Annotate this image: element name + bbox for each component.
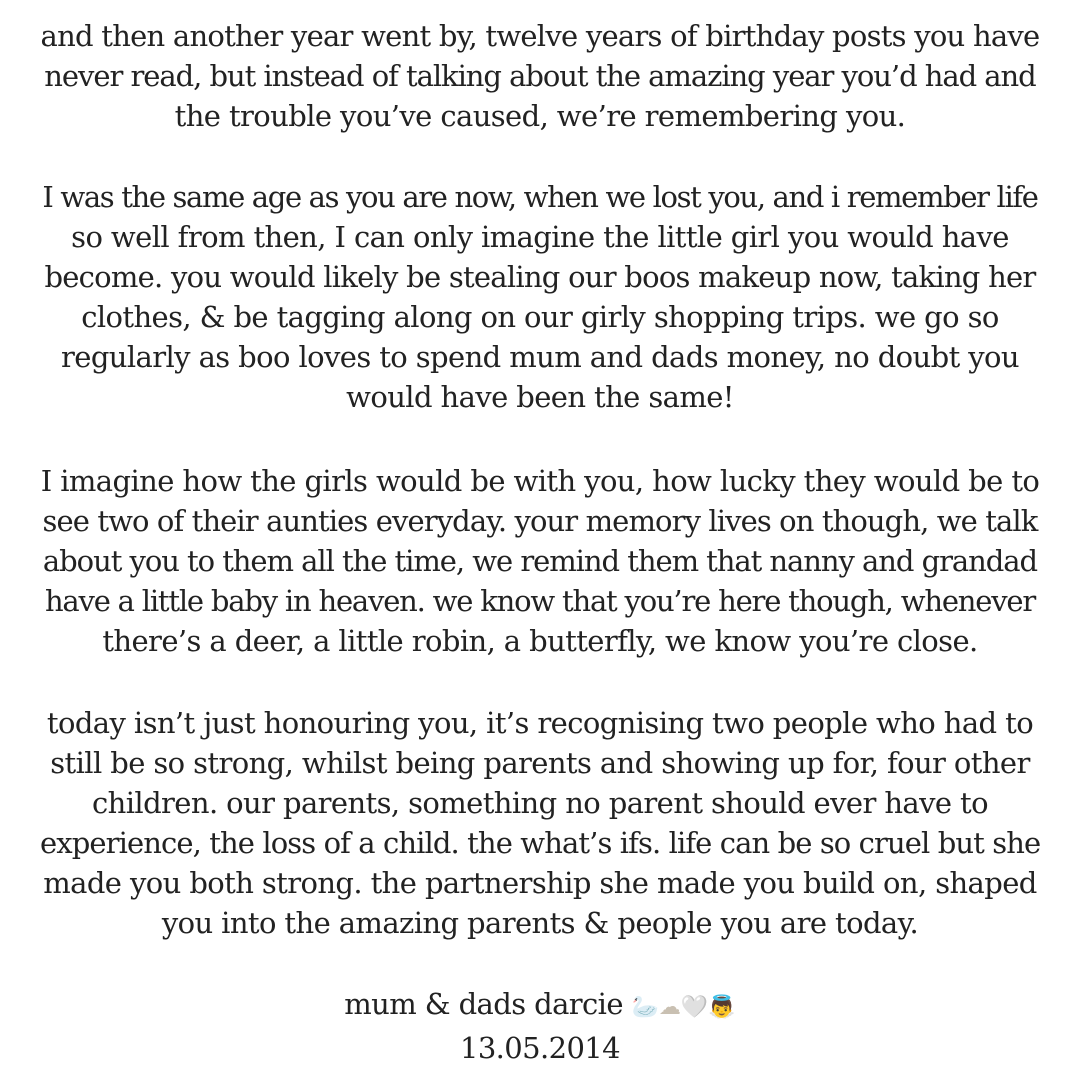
paragraph-1: [40, 16, 1040, 136]
text-line: I was the same age as you are now, when we lost you, and i remember life: [42, 180, 1038, 214]
text-line: become. you would likely be stealing our boos makeup now, taking her: [44, 260, 1036, 294]
text-line: clothes, & be tagging along on our girly shopping trips. we go so: [81, 300, 999, 334]
text-line: and then another year went by, twelve years of birthday posts you have: [40, 19, 1040, 53]
signature-block: [40, 984, 1040, 1068]
paragraph-2: [40, 177, 1040, 417]
text-line: see two of their aunties everyday. your memory lives on though, we talk: [42, 504, 1038, 538]
text-line: about you to them all the time, we remind them that nanny and grandad: [42, 544, 1038, 578]
text-line: never read, but instead of talking about the amazing year you’d had and: [44, 59, 1036, 93]
text-line: you into the amazing parents & people you are today.: [161, 906, 919, 940]
text-line: I imagine how the girls would be with you, how lucky they would be to: [40, 464, 1040, 498]
text-line: made you both strong. the partnership she made you build on, shaped: [43, 866, 1037, 900]
paragraph-4: [40, 703, 1040, 943]
signature-date: 13.05.2014: [459, 1031, 621, 1065]
text-line: regularly as boo loves to spend mum and dads money, no doubt you: [61, 340, 1019, 374]
text-line: the trouble you’ve caused, we’re remembering you.: [174, 99, 906, 133]
text-line: so well from then, I can only imagine the little girl you would have: [71, 220, 1009, 254]
paragraph-3: [40, 461, 1040, 661]
emoji-sequence-icon: 🦢☁🤍👼: [631, 995, 736, 1020]
text-line: still be so strong, whilst being parents and showing up for, four other: [50, 746, 1030, 780]
text-line: children. our parents, something no parent should ever have to: [92, 786, 988, 820]
signature-name: mum & dads darcie: [344, 987, 623, 1021]
text-line: would have been the same!: [346, 380, 734, 414]
text-line: today isn’t just honouring you, it’s recognising two people who had to: [46, 706, 1034, 740]
signature-line: [40, 984, 1040, 1028]
text-line: have a little baby in heaven. we know that you’re here though, whenever: [44, 584, 1036, 618]
text-line: experience, the loss of a child. the what’s ifs. life can be so cruel but she: [40, 826, 1041, 860]
text-line: there’s a deer, a little robin, a butterfly, we know you’re close.: [102, 624, 978, 658]
